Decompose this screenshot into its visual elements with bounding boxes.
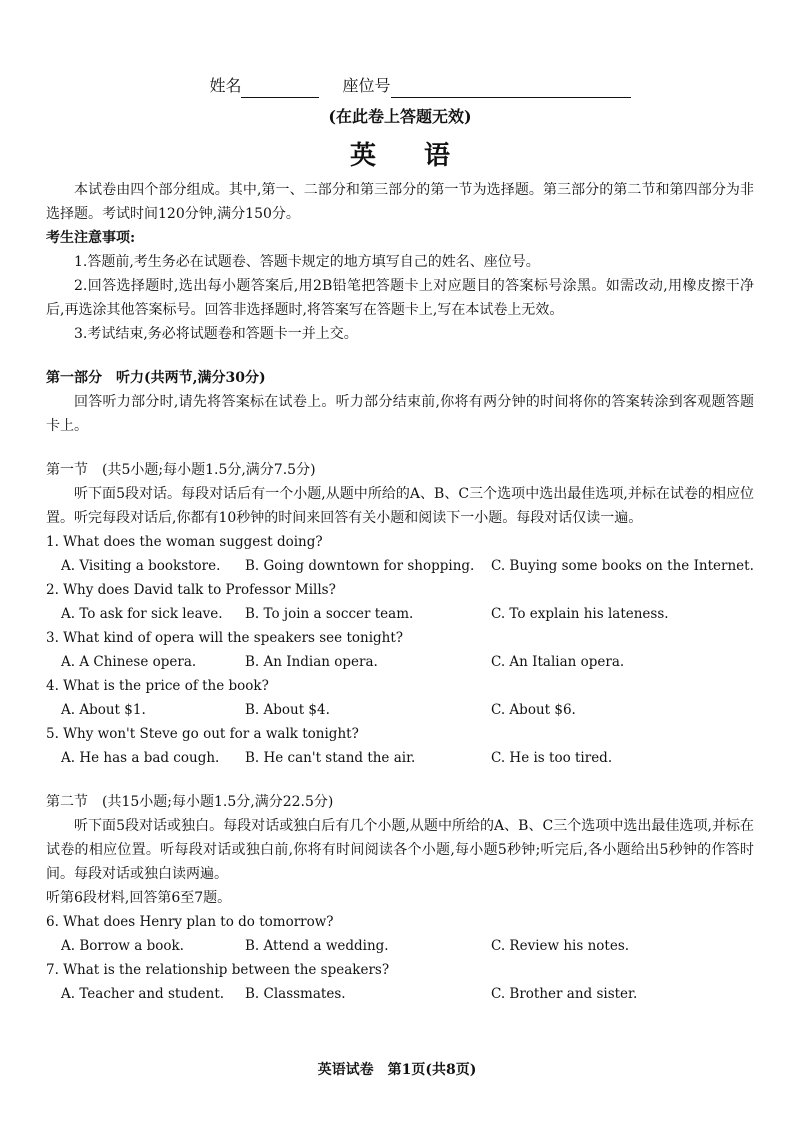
section2-instruction: 听下面5段对话或独白。每段对话或独白后有几个小题,从题中所给的A、B、C三个选项中选出最佳选项,并标在试卷的相应位置。听每段对话或独白前,你将有时间阅读各个小题,每小题5秒钟;听完后,各小题给出5秒钟的作答时间。每段对话或独白读两遍。 — [46, 818, 754, 882]
note-item: 1.答题前,考生务必在试题卷、答题卡规定的地方填写自己的姓名、座位号。 — [74, 254, 540, 270]
option-a: A. Teacher and student. — [61, 986, 225, 1002]
option-c: C. Buying some books on the Internet. — [491, 558, 754, 574]
question-text: 7. What is the relationship between the speakers? — [46, 962, 390, 978]
question-options — [46, 698, 754, 722]
question-text: 3. What kind of opera will the speakers see tonight? — [46, 630, 404, 646]
exam-page — [46, 74, 754, 1006]
name-blank — [241, 79, 319, 98]
seat-blank — [391, 79, 631, 98]
question-options — [46, 602, 754, 626]
question-text: 6. What does Henry plan to do tomorrow? — [46, 914, 334, 930]
invalid-notice: (在此卷上答题无效) — [328, 107, 472, 126]
material-note: 听第6段材料,回答第6至7题。 — [46, 890, 232, 906]
option-b: B. To join a soccer team. — [245, 606, 414, 622]
option-b: B. About $4. — [245, 702, 330, 718]
name-label: 姓名 — [209, 76, 242, 95]
option-a: A. About $1. — [61, 702, 146, 718]
question-options — [46, 982, 754, 1006]
section1-heading: 第一节 (共5小题;每小题1.5分,满分7.5分) — [46, 462, 316, 478]
option-a: A. He has a bad cough. — [61, 750, 220, 766]
note-item: 2.回答选择题时,选出每小题答案后,用2B铅笔把答题卡上对应题目的答案标号涂黑。如需改动,用橡皮擦干净后,再选涂其他答案标号。回答非选择题时,将答案写在答题卡上,写在本试卷上无效。 — [46, 278, 754, 318]
question-options — [46, 554, 754, 578]
question-text: 1. What does the woman suggest doing? — [46, 534, 323, 550]
section1-questions — [46, 530, 754, 770]
question-text: 2. Why does David talk to Professor Mills? — [46, 582, 336, 598]
option-a: A. Visiting a bookstore. — [61, 558, 221, 574]
intro-text: 本试卷由四个部分组成。其中,第一、二部分和第三部分的第一节为选择题。第三部分的第二节和第四部分为非选择题。考试时间120分钟,满分150分。 — [46, 182, 754, 222]
option-b: B. He can't stand the air. — [245, 750, 416, 766]
section1-instruction: 听下面5段对话。每段对话后有一个小题,从题中所给的A、B、C三个选项中选出最佳选项,并标在试卷的相应位置。听完每段对话后,你都有10秒钟的时间来回答有关小题和阅读下一小题。每段对话仅读一遍。 — [46, 486, 754, 526]
page-footer: 英语试卷 第1页(共8页) — [317, 1062, 477, 1078]
option-a: A. A Chinese opera. — [61, 654, 197, 670]
question-text: 5. Why won't Steve go out for a walk tonight? — [46, 726, 359, 742]
page-title: 英语 — [349, 141, 498, 171]
question-text: 4. What is the price of the book? — [46, 678, 269, 694]
note-item: 3.考试结束,务必将试题卷和答题卡一并上交。 — [74, 326, 358, 342]
option-c: C. Review his notes. — [491, 938, 630, 954]
option-c: C. Brother and sister. — [491, 986, 638, 1002]
section2-heading: 第二节 (共15小题;每小题1.5分,满分22.5分) — [46, 794, 334, 810]
question-options — [46, 746, 754, 770]
option-b: B. Classmates. — [245, 986, 346, 1002]
question-options — [46, 934, 754, 958]
question-options — [46, 650, 754, 674]
notes-heading: 考生注意事项: — [46, 230, 136, 246]
seat-label: 座位号 — [342, 76, 391, 95]
option-b: B. Going downtown for shopping. — [245, 558, 475, 574]
section2-questions — [46, 910, 754, 1006]
option-c: C. About $6. — [491, 702, 576, 718]
option-a: A. Borrow a book. — [61, 938, 184, 954]
option-c: C. An Italian opera. — [491, 654, 625, 670]
option-b: B. Attend a wedding. — [245, 938, 389, 954]
part1-instruction: 回答听力部分时,请先将答案标在试卷上。听力部分结束前,你将有两分钟的时间将你的答案转涂到客观题答题卡上。 — [46, 394, 754, 434]
part1-heading: 第一部分 听力(共两节,满分30分) — [46, 370, 266, 386]
option-c: C. To explain his lateness. — [491, 606, 669, 622]
option-c: C. He is too tired. — [491, 750, 613, 766]
option-a: A. To ask for sick leave. — [61, 606, 223, 622]
candidate-info — [46, 74, 754, 100]
option-b: B. An Indian opera. — [245, 654, 378, 670]
